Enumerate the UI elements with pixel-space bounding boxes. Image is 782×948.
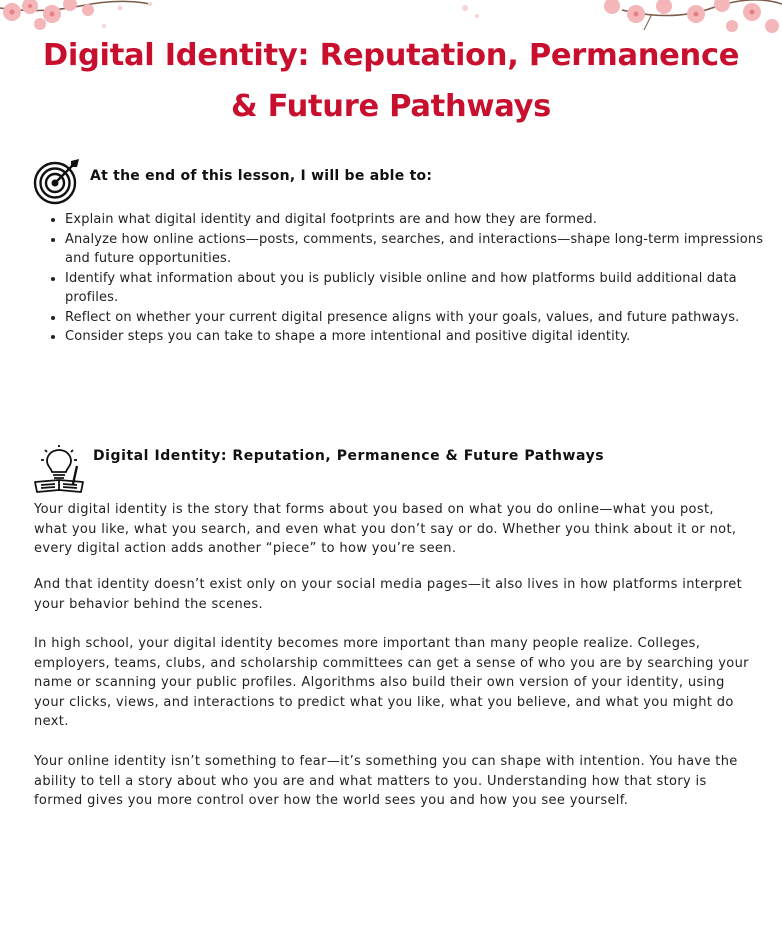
target-icon: [33, 157, 81, 205]
objectives-list: [34, 210, 775, 347]
list-item: • Analyze how online actions—posts, comments, searches, and interactions—shape long-term impressions and future opportunities.: [65, 230, 775, 269]
paragraph: And that identity doesn’t exist only on your social media pages—it also lives in how platforms interpret your behavior behind the scenes.: [34, 577, 743, 612]
objectives-heading: At the end of this lesson, I will be able to:: [90, 168, 433, 184]
page-title: [0, 30, 782, 132]
list-item: • Reflect on whether your current digital presence aligns with your goals, values, and future pathways.: [65, 308, 775, 328]
paragraph: Your online identity isn’t something to fear—it’s something you can shape with intention. You have the ability to tell a story about who you are and what matters to you. Understanding how that story is formed gives you more control over how the world sees you and how you see yourself.: [34, 754, 738, 809]
list-item: • Identify what information about you is publicly visible online and how platforms build additional data profiles.: [65, 269, 775, 308]
title-line-1: Digital Identity: Reputation, Permanence: [42, 38, 740, 73]
lightbulb-book-icon: [33, 444, 85, 494]
list-item: • Explain what digital identity and digital footprints are and how they are formed.: [65, 210, 775, 230]
cherry-blossom-icon: [455, 0, 495, 30]
title-line-2: & Future Pathways: [230, 89, 552, 124]
paragraph: Your digital identity is the story that forms about you based on what you do online—what you post, what you like, what you search, and even what you don’t say or do. Whether you think about it or not, every digital action adds another “piece” to how you’re seen.: [34, 502, 737, 557]
paragraph: In high school, your digital identity becomes more important than many people realize. Colleges, employers, teams, clubs, and scholarship committees can get a sense of who you are by searching your name or scanning your public profiles. Algorithms also build their own version of your identity, using your clicks, views, and interactions to predict what you like, what you believe, and what you might do next.: [34, 636, 749, 730]
section-heading: Digital Identity: Reputation, Permanence & Future Pathways: [93, 448, 605, 464]
list-item: • Consider steps you can take to shape a more intentional and positive digital identity.: [65, 327, 775, 347]
